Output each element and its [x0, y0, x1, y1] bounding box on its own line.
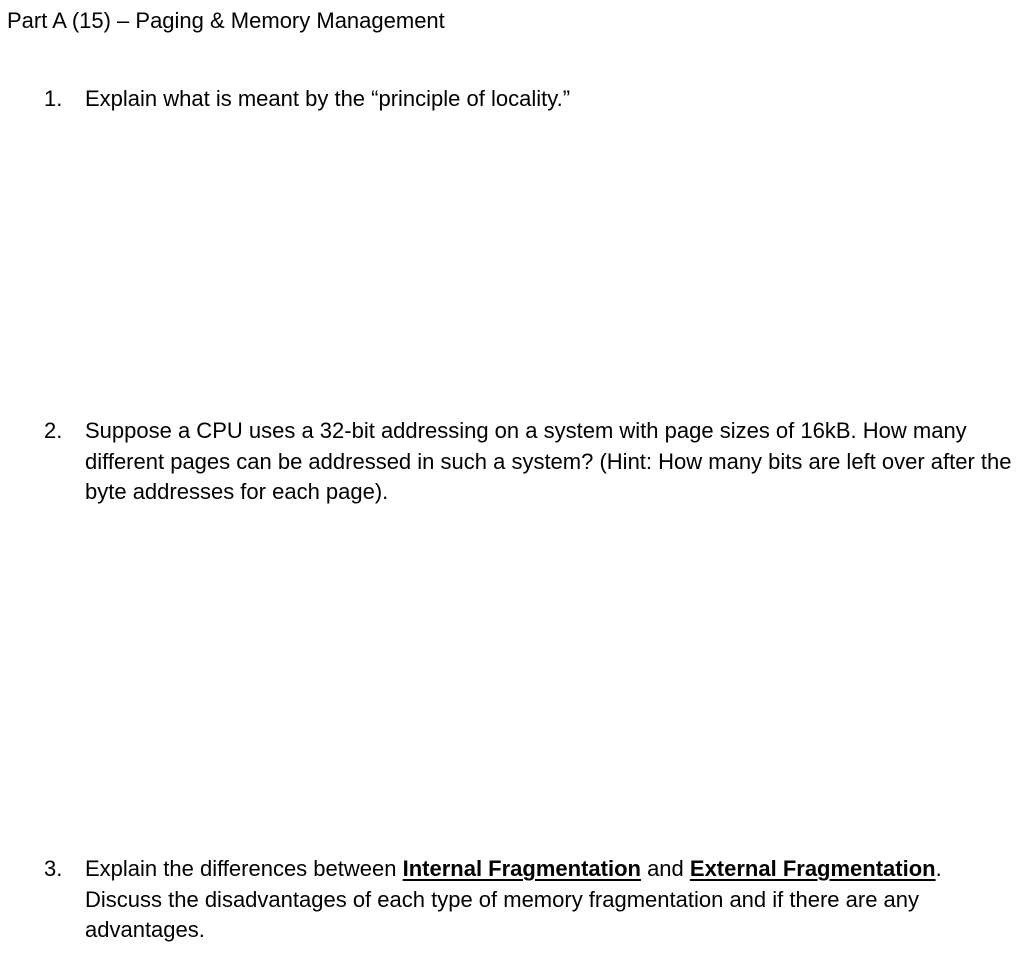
- question-3: [44, 854, 1014, 946]
- question-number: 1.: [44, 86, 63, 111]
- question-text-before: Explain the differences between: [85, 856, 403, 881]
- term-internal-fragmentation: Internal Fragmentation: [402, 856, 641, 881]
- question-text: Suppose a CPU uses a 32-bit addressing on a system with page sizes of 16kB. How many different pages can be addressed in such a system? (Hint: How many bits are left over after the byte addresses for each page).: [85, 418, 1012, 504]
- question-text: [85, 854, 1014, 946]
- question-number: 3.: [44, 856, 63, 881]
- question-number: 2.: [44, 418, 63, 443]
- term-external-fragmentation: External Fragmentation: [689, 856, 936, 881]
- question-2: [44, 416, 1014, 508]
- question-text-between: and: [640, 856, 690, 881]
- question-text-after: . Discuss the disadvantages of each type of memory fragmentation and if there are any advantages.: [85, 856, 942, 942]
- section-title: Part A (15) – Paging & Memory Management: [7, 8, 445, 33]
- question-text: Explain what is meant by the “principle of locality.”: [85, 86, 571, 111]
- question-1: [44, 84, 1014, 115]
